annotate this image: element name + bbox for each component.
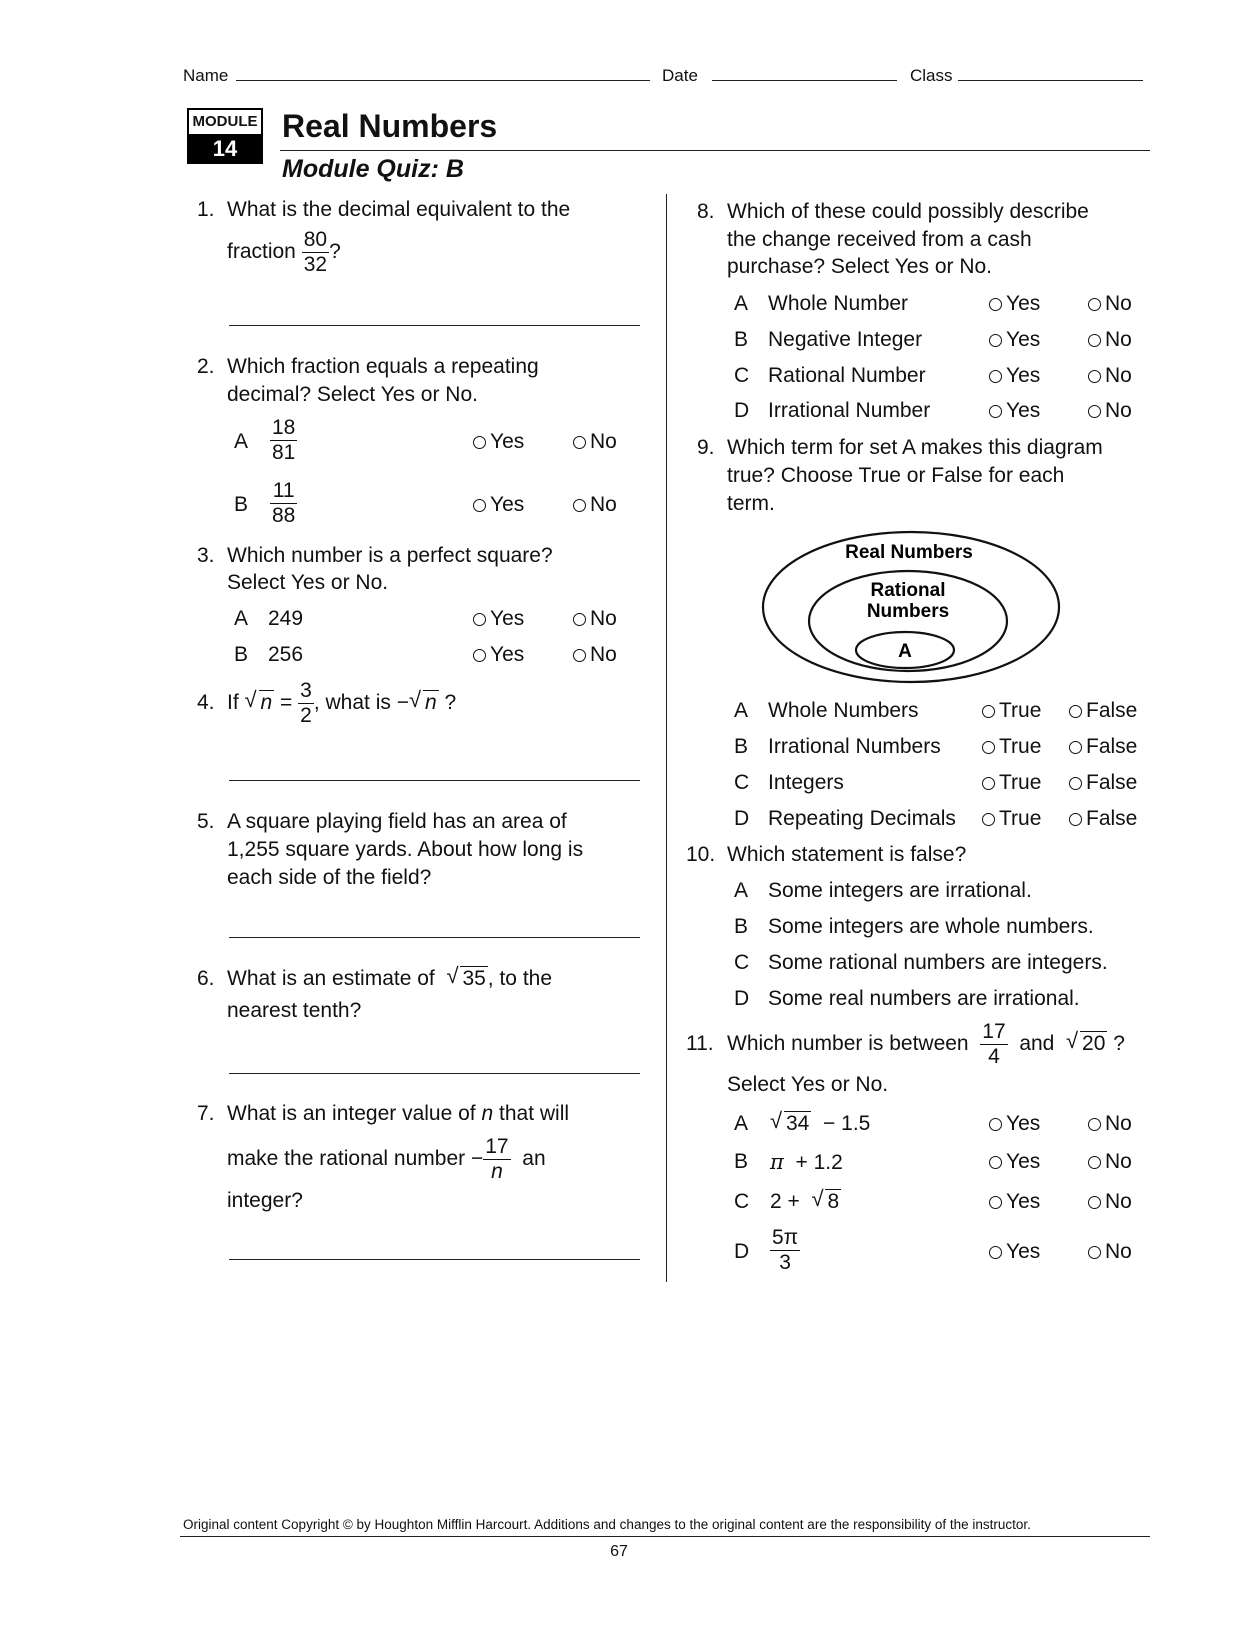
q11-c-value: 2 bbox=[770, 1190, 782, 1213]
q2-option-a-letter: A bbox=[234, 430, 249, 453]
no-label: No bbox=[1105, 1190, 1132, 1213]
q8-a-text: Whole Number bbox=[768, 292, 909, 315]
q3-text-line1: Which number is a perfect square? bbox=[227, 544, 553, 567]
q8-b-letter: B bbox=[734, 328, 749, 351]
q9-text-line3: term. bbox=[727, 492, 775, 515]
q8-c-letter: C bbox=[734, 364, 750, 387]
radio-icon bbox=[982, 741, 995, 754]
radio-icon bbox=[1088, 370, 1101, 383]
radio-icon bbox=[473, 436, 486, 449]
radio-icon bbox=[989, 370, 1002, 383]
q11-a-sqrt bbox=[770, 1110, 811, 1138]
q4-radicand-2: n bbox=[424, 691, 437, 714]
q11-c-yes[interactable] bbox=[989, 1188, 1040, 1216]
q9-d-text: Repeating Decimals bbox=[768, 807, 956, 830]
no-label: No bbox=[590, 607, 617, 630]
false-label: False bbox=[1086, 699, 1138, 722]
q1-text-line1: What is the decimal equivalent to the bbox=[227, 198, 571, 221]
yes-label: Yes bbox=[1006, 1112, 1041, 1135]
radio-icon bbox=[989, 1156, 1002, 1169]
q4-sqrt-n-2 bbox=[409, 689, 439, 717]
q11-question-mark: ? bbox=[1113, 1032, 1125, 1055]
true-label: True bbox=[999, 735, 1042, 758]
yes-label: Yes bbox=[1006, 399, 1041, 422]
q9-d-true[interactable] bbox=[982, 805, 1041, 833]
q11-d-den: 3 bbox=[770, 1250, 800, 1275]
q3-option-b-letter: B bbox=[234, 643, 249, 666]
radio-icon bbox=[982, 705, 995, 718]
q4-text bbox=[227, 677, 456, 729]
q2-b-yes[interactable] bbox=[473, 491, 524, 519]
no-label: No bbox=[1105, 1240, 1132, 1263]
q8-a-yes[interactable] bbox=[989, 290, 1040, 318]
q7-fraction bbox=[483, 1135, 510, 1184]
q1-frac-num: 80 bbox=[303, 227, 328, 251]
q4-radicand: n bbox=[260, 691, 273, 714]
q11-d-no[interactable] bbox=[1088, 1238, 1132, 1266]
q2-text-line2: decimal? Select Yes or No. bbox=[227, 383, 478, 406]
q8-b-no[interactable] bbox=[1088, 326, 1132, 354]
radio-icon bbox=[982, 813, 995, 826]
yes-label: Yes bbox=[1006, 1150, 1041, 1173]
q11-a-radicand: 34 bbox=[786, 1112, 810, 1135]
name-field[interactable] bbox=[236, 80, 650, 81]
q2-option-b-fraction bbox=[270, 479, 297, 528]
q6-number: 6. bbox=[197, 967, 215, 990]
no-label: No bbox=[1105, 364, 1132, 387]
q11-a-letter: A bbox=[734, 1112, 749, 1135]
q7-minus: − bbox=[470, 1147, 484, 1170]
q1-fraction bbox=[302, 228, 329, 277]
false-label: False bbox=[1086, 807, 1138, 830]
radio-icon bbox=[1088, 1156, 1101, 1169]
q7-line1-b: that will bbox=[499, 1102, 570, 1125]
yes-label: Yes bbox=[490, 493, 525, 516]
module-badge bbox=[187, 108, 263, 164]
q6-text-line2: nearest tenth? bbox=[227, 999, 362, 1022]
q11-d-yes[interactable] bbox=[989, 1238, 1040, 1266]
q8-b-text: Negative Integer bbox=[768, 328, 923, 351]
false-label: False bbox=[1086, 735, 1138, 758]
radio-icon bbox=[573, 436, 586, 449]
q7-text-line1 bbox=[227, 1100, 569, 1128]
q2-text-line1: Which fraction equals a repeating bbox=[227, 355, 539, 378]
q10-number: 10. bbox=[686, 843, 716, 866]
no-label: No bbox=[1105, 1150, 1132, 1173]
q6-pre: What is an estimate of bbox=[227, 967, 435, 990]
q3-b-yes[interactable] bbox=[473, 641, 524, 669]
radio-icon bbox=[1088, 1196, 1101, 1209]
false-label: False bbox=[1086, 771, 1138, 794]
q1-question-mark: ? bbox=[329, 240, 341, 263]
q8-text-line1: Which of these could possibly describe bbox=[727, 200, 1089, 223]
q8-number: 8. bbox=[697, 200, 715, 223]
q11-a-expr bbox=[770, 1110, 870, 1138]
q9-c-false[interactable] bbox=[1069, 769, 1137, 797]
q7-text-line3: integer? bbox=[227, 1189, 303, 1212]
yes-label: Yes bbox=[490, 643, 525, 666]
footer-copyright: Original content Copyright © by Houghton Mifflin Harcourt. Additions and changes to the original content are the responsibility of the instructor. bbox=[183, 1517, 1031, 1532]
q11-c-no[interactable] bbox=[1088, 1188, 1132, 1216]
q11-c-expr bbox=[770, 1188, 841, 1216]
title-rule bbox=[280, 150, 1150, 151]
q11-b-expr bbox=[770, 1148, 843, 1177]
q8-d-text: Irrational Number bbox=[768, 399, 931, 422]
q11-b-yes[interactable] bbox=[989, 1148, 1040, 1176]
page-number: 67 bbox=[610, 1543, 628, 1560]
q9-b-letter: B bbox=[734, 735, 749, 758]
q9-c-text: Integers bbox=[768, 771, 844, 794]
q3-a-yes[interactable] bbox=[473, 605, 524, 633]
true-label: True bbox=[999, 771, 1042, 794]
q11-pre: Which number is between bbox=[727, 1032, 969, 1055]
q5-text-line2: 1,255 square yards. About how long is bbox=[227, 838, 584, 861]
q3-a-no[interactable] bbox=[573, 605, 617, 633]
q3-b-no[interactable] bbox=[573, 641, 617, 669]
q10-text-line1: Which statement is false? bbox=[727, 843, 967, 866]
q8-d-no[interactable] bbox=[1088, 397, 1132, 425]
q7-line1-a: What is an integer value of bbox=[227, 1102, 476, 1125]
q3-number: 3. bbox=[197, 544, 215, 567]
no-label: No bbox=[1105, 399, 1132, 422]
no-label: No bbox=[590, 430, 617, 453]
sqrt-icon: √ bbox=[811, 1186, 824, 1211]
q9-a-letter: A bbox=[734, 699, 749, 722]
q7-line2-a: make the rational number bbox=[227, 1147, 466, 1170]
q8-a-letter: A bbox=[734, 292, 749, 315]
radio-icon bbox=[573, 649, 586, 662]
radio-icon bbox=[573, 613, 586, 626]
q10-d-text: Some real numbers are irrational. bbox=[768, 987, 1080, 1010]
no-label: No bbox=[1105, 1112, 1132, 1135]
q3-option-b-value: 256 bbox=[268, 643, 304, 666]
radio-icon bbox=[1069, 705, 1082, 718]
radio-icon bbox=[1088, 298, 1101, 311]
no-label: No bbox=[590, 493, 617, 516]
q9-text-line2: true? Choose True or False for each bbox=[727, 464, 1065, 487]
q11-d-fraction bbox=[770, 1226, 800, 1275]
q2-a-den: 81 bbox=[272, 441, 296, 464]
yes-label: Yes bbox=[490, 430, 525, 453]
q11-frac-den: 4 bbox=[980, 1044, 1007, 1069]
q11-and: and bbox=[1019, 1032, 1055, 1055]
radio-icon bbox=[989, 1246, 1002, 1259]
q1-text-line2 bbox=[227, 226, 341, 278]
q11-a-op: − bbox=[823, 1112, 836, 1135]
radio-icon bbox=[1088, 405, 1101, 418]
q10-c-letter: C bbox=[734, 951, 750, 974]
venn-diagram bbox=[760, 528, 1062, 686]
yes-label: Yes bbox=[1006, 364, 1041, 387]
q9-a-text: Whole Numbers bbox=[768, 699, 919, 722]
module-number: 14 bbox=[189, 134, 261, 164]
radio-icon bbox=[989, 1118, 1002, 1131]
q11-a-no[interactable] bbox=[1088, 1110, 1132, 1138]
q11-b-letter: B bbox=[734, 1150, 749, 1173]
q4-middle-text: , what is bbox=[313, 691, 391, 714]
q1-number: 1. bbox=[197, 198, 215, 221]
q2-b-num: 11 bbox=[272, 479, 295, 502]
no-label: No bbox=[1105, 328, 1132, 351]
q11-a-yes[interactable] bbox=[989, 1110, 1040, 1138]
radio-icon bbox=[473, 499, 486, 512]
q4-fraction bbox=[298, 679, 314, 728]
q11-a-value: 1.5 bbox=[841, 1112, 871, 1135]
real-numbers-label: Real Numbers bbox=[845, 542, 973, 563]
q6-post: , to the bbox=[487, 967, 553, 990]
q9-text-line1: Which term for set A makes this diagram bbox=[727, 436, 1103, 459]
q10-d-letter: D bbox=[734, 987, 750, 1010]
module-label: MODULE bbox=[192, 113, 258, 130]
q2-number: 2. bbox=[197, 355, 215, 378]
q11-c-sqrt bbox=[811, 1188, 841, 1216]
q10-c-text: Some rational numbers are integers. bbox=[768, 951, 1108, 974]
q8-a-no[interactable] bbox=[1088, 290, 1132, 318]
page-subtitle: Module Quiz: B bbox=[282, 155, 464, 183]
name-label: Name bbox=[183, 66, 229, 85]
q4-equals: = bbox=[280, 691, 293, 714]
radio-icon bbox=[1088, 1246, 1101, 1259]
q11-d-num: 5π bbox=[772, 1226, 799, 1249]
q7-frac-den: n bbox=[483, 1159, 510, 1184]
q7-number: 7. bbox=[197, 1102, 215, 1125]
q5-number: 5. bbox=[197, 810, 215, 833]
sqrt-icon: √ bbox=[770, 1108, 783, 1133]
true-label: True bbox=[999, 699, 1042, 722]
yes-label: Yes bbox=[1006, 1190, 1041, 1213]
class-label: Class bbox=[910, 66, 953, 85]
q2-a-num: 18 bbox=[272, 416, 296, 439]
q8-d-letter: D bbox=[734, 399, 750, 422]
set-a-label: A bbox=[898, 641, 912, 662]
q5-text-line1: A square playing field has an area of bbox=[227, 810, 567, 833]
yes-label: Yes bbox=[490, 607, 525, 630]
q11-b-pi: π bbox=[770, 1150, 784, 1174]
q2-a-no[interactable] bbox=[573, 428, 617, 456]
numbers-label: Numbers bbox=[866, 601, 950, 622]
no-label: No bbox=[590, 643, 617, 666]
q11-sqrt bbox=[1066, 1030, 1107, 1058]
q4-sqrt-n bbox=[245, 689, 275, 717]
rational-label: Rational bbox=[870, 580, 946, 601]
radio-icon bbox=[982, 777, 995, 790]
q9-number: 9. bbox=[697, 436, 715, 459]
radio-icon bbox=[473, 613, 486, 626]
q1-fraction-word: fraction bbox=[227, 240, 296, 263]
q11-text-line1 bbox=[727, 1018, 1125, 1070]
q8-text-line3: purchase? Select Yes or No. bbox=[727, 255, 993, 278]
radio-icon bbox=[573, 499, 586, 512]
radio-icon bbox=[1088, 1118, 1101, 1131]
q10-a-letter: A bbox=[734, 879, 749, 902]
q4-frac-den: 2 bbox=[300, 703, 312, 727]
q4-frac-num: 3 bbox=[300, 678, 312, 702]
radio-icon bbox=[473, 649, 486, 662]
radio-icon bbox=[989, 298, 1002, 311]
no-label: No bbox=[1105, 292, 1132, 315]
q9-d-false[interactable] bbox=[1069, 805, 1137, 833]
date-field[interactable] bbox=[712, 80, 897, 81]
q7-text-line2 bbox=[227, 1133, 546, 1185]
true-label: True bbox=[999, 807, 1042, 830]
q8-c-yes[interactable] bbox=[989, 362, 1040, 390]
q9-b-false[interactable] bbox=[1069, 733, 1137, 761]
q8-b-yes[interactable] bbox=[989, 326, 1040, 354]
q10-b-letter: B bbox=[734, 915, 749, 938]
q11-radicand: 20 bbox=[1082, 1032, 1106, 1055]
q9-b-true[interactable] bbox=[982, 733, 1041, 761]
q9-a-false[interactable] bbox=[1069, 697, 1137, 725]
sqrt-icon: √ bbox=[446, 963, 459, 988]
q7-answer-line[interactable] bbox=[229, 1259, 640, 1260]
q8-text-line2: the change received from a cash bbox=[727, 228, 1032, 251]
q11-b-op: + bbox=[795, 1151, 808, 1174]
q4-answer-line[interactable] bbox=[229, 780, 640, 781]
q5-text-line3: each side of the field? bbox=[227, 866, 432, 889]
q11-c-op: + bbox=[787, 1190, 800, 1213]
q9-b-text: Irrational Numbers bbox=[768, 735, 941, 758]
q11-b-value: 1.2 bbox=[813, 1151, 843, 1174]
q3-option-a-letter: A bbox=[234, 607, 249, 630]
q7-frac-num: 17 bbox=[485, 1134, 509, 1158]
q3-option-a-value: 249 bbox=[268, 607, 304, 630]
radio-icon bbox=[989, 405, 1002, 418]
q11-b-no[interactable] bbox=[1088, 1148, 1132, 1176]
yes-label: Yes bbox=[1006, 328, 1041, 351]
q11-number: 11. bbox=[686, 1032, 714, 1055]
q4-if: If bbox=[227, 691, 239, 714]
q7-var: n bbox=[481, 1102, 494, 1125]
q4-question-mark: ? bbox=[444, 691, 457, 714]
yes-label: Yes bbox=[1006, 1240, 1041, 1263]
q5-answer-line[interactable] bbox=[229, 937, 640, 938]
q11-c-letter: C bbox=[734, 1190, 750, 1213]
radio-icon bbox=[1069, 777, 1082, 790]
q11-c-radicand: 8 bbox=[827, 1190, 840, 1213]
q11-d-letter: D bbox=[734, 1240, 750, 1263]
page-title: Real Numbers bbox=[282, 108, 498, 144]
q9-c-letter: C bbox=[734, 771, 750, 794]
radio-icon bbox=[989, 334, 1002, 347]
radio-icon bbox=[1069, 813, 1082, 826]
q9-d-letter: D bbox=[734, 807, 750, 830]
q6-sqrt bbox=[446, 965, 487, 993]
q9-c-true[interactable] bbox=[982, 769, 1041, 797]
q2-option-a-fraction bbox=[270, 416, 297, 465]
q6-text-line1 bbox=[227, 965, 552, 993]
sqrt-icon: √ bbox=[244, 687, 257, 712]
q3-text-line2: Select Yes or No. bbox=[227, 571, 389, 594]
q11-fraction bbox=[980, 1020, 1007, 1069]
sqrt-icon: √ bbox=[408, 687, 422, 712]
q2-a-yes[interactable] bbox=[473, 428, 524, 456]
q11-frac-num: 17 bbox=[982, 1019, 1006, 1043]
radio-icon bbox=[1069, 741, 1082, 754]
q7-line2-b: an bbox=[522, 1147, 546, 1170]
q11-text-line2: Select Yes or No. bbox=[727, 1073, 889, 1096]
yes-label: Yes bbox=[1006, 292, 1041, 315]
q10-a-text: Some integers are irrational. bbox=[768, 879, 1032, 902]
q2-option-b-letter: B bbox=[234, 493, 249, 516]
radio-icon bbox=[1088, 334, 1101, 347]
q6-answer-line[interactable] bbox=[229, 1073, 640, 1074]
sqrt-icon: √ bbox=[1066, 1028, 1079, 1053]
column-divider bbox=[666, 194, 667, 1282]
q4-minus: − bbox=[396, 691, 409, 714]
footer-rule bbox=[180, 1536, 1150, 1537]
q9-a-true[interactable] bbox=[982, 697, 1041, 725]
q6-radicand: 35 bbox=[462, 967, 486, 990]
date-label: Date bbox=[662, 66, 698, 85]
q10-b-text: Some integers are whole numbers. bbox=[768, 915, 1094, 938]
q2-b-den: 88 bbox=[272, 504, 296, 527]
q2-b-no[interactable] bbox=[573, 491, 617, 519]
q8-c-text: Rational Number bbox=[768, 364, 926, 387]
q8-d-yes[interactable] bbox=[989, 397, 1040, 425]
q1-frac-den: 32 bbox=[303, 252, 328, 276]
q1-answer-line[interactable] bbox=[229, 325, 640, 326]
q4-number: 4. bbox=[197, 691, 215, 714]
q8-c-no[interactable] bbox=[1088, 362, 1132, 390]
class-field[interactable] bbox=[958, 80, 1143, 81]
radio-icon bbox=[989, 1196, 1002, 1209]
